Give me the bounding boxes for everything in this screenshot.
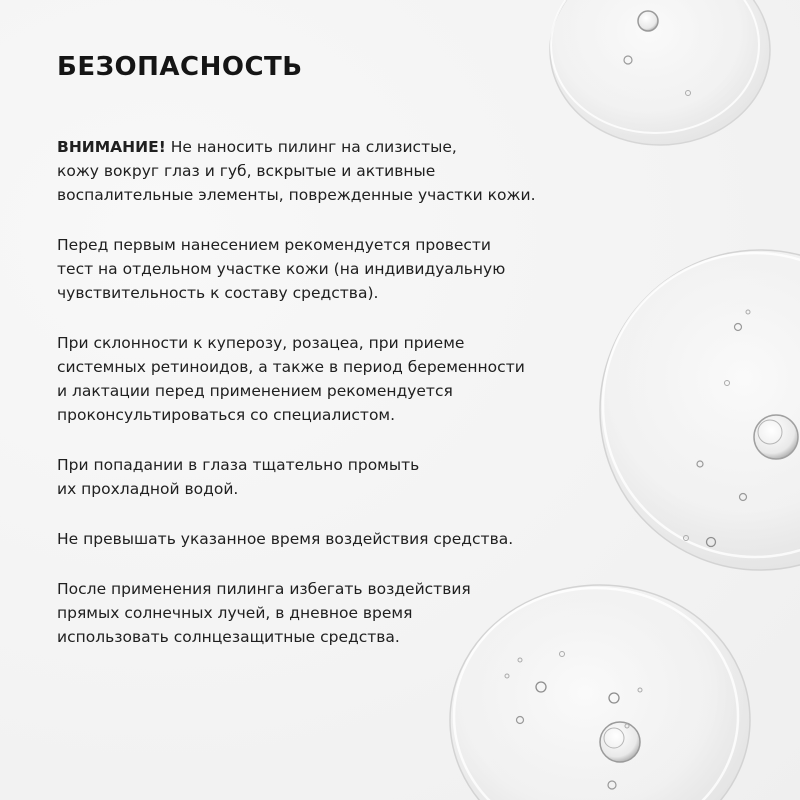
- patch-test-paragraph: [57, 233, 617, 305]
- paragraph-line: использовать солнцезащитные средства.: [57, 628, 400, 646]
- safety-content: [57, 50, 617, 670]
- paragraph-line: системных ретиноидов, а также в период беременности: [57, 358, 525, 376]
- warning-line: Не наносить пилинг на слизистые,: [170, 138, 457, 156]
- gel-drop-middle: [600, 250, 800, 570]
- paragraph-line: прямых солнечных лучей, в дневное время: [57, 604, 413, 622]
- paragraph-line: Перед первым нанесением рекомендуется провести: [57, 236, 491, 254]
- page-title: БЕЗОПАСНОСТЬ: [57, 52, 303, 82]
- eye-contact-paragraph: [57, 453, 617, 501]
- exposure-time-paragraph: [57, 527, 617, 551]
- paragraph-line: При попадании в глаза тщательно промыть: [57, 456, 420, 474]
- paragraph-line: проконсультироваться со специалистом.: [57, 406, 396, 424]
- warning-line: воспалительные элементы, поврежденные участки кожи.: [57, 186, 536, 204]
- paragraph-line: чувствительность к составу средства).: [57, 284, 379, 302]
- paragraph-line: и лактации перед применением рекомендуется: [57, 382, 453, 400]
- warning-paragraph: [57, 135, 617, 207]
- paragraph-line: тест на отдельном участке кожи (на индивидуальную: [57, 260, 506, 278]
- paragraph-line: их прохладной водой.: [57, 480, 239, 498]
- sun-protection-paragraph: [57, 577, 617, 649]
- contraindications-paragraph: [57, 331, 617, 427]
- warning-line: кожу вокруг глаз и губ, вскрытые и активные: [57, 162, 436, 180]
- paragraph-line: После применения пилинга избегать воздействия: [57, 580, 471, 598]
- warning-label: ВНИМАНИЕ!: [57, 138, 166, 156]
- paragraph-line: Не превышать указанное время воздействия средства.: [57, 530, 514, 548]
- warning-first-line: [57, 135, 617, 159]
- paragraph-line: При склонности к куперозу, розацеа, при приеме: [57, 334, 465, 352]
